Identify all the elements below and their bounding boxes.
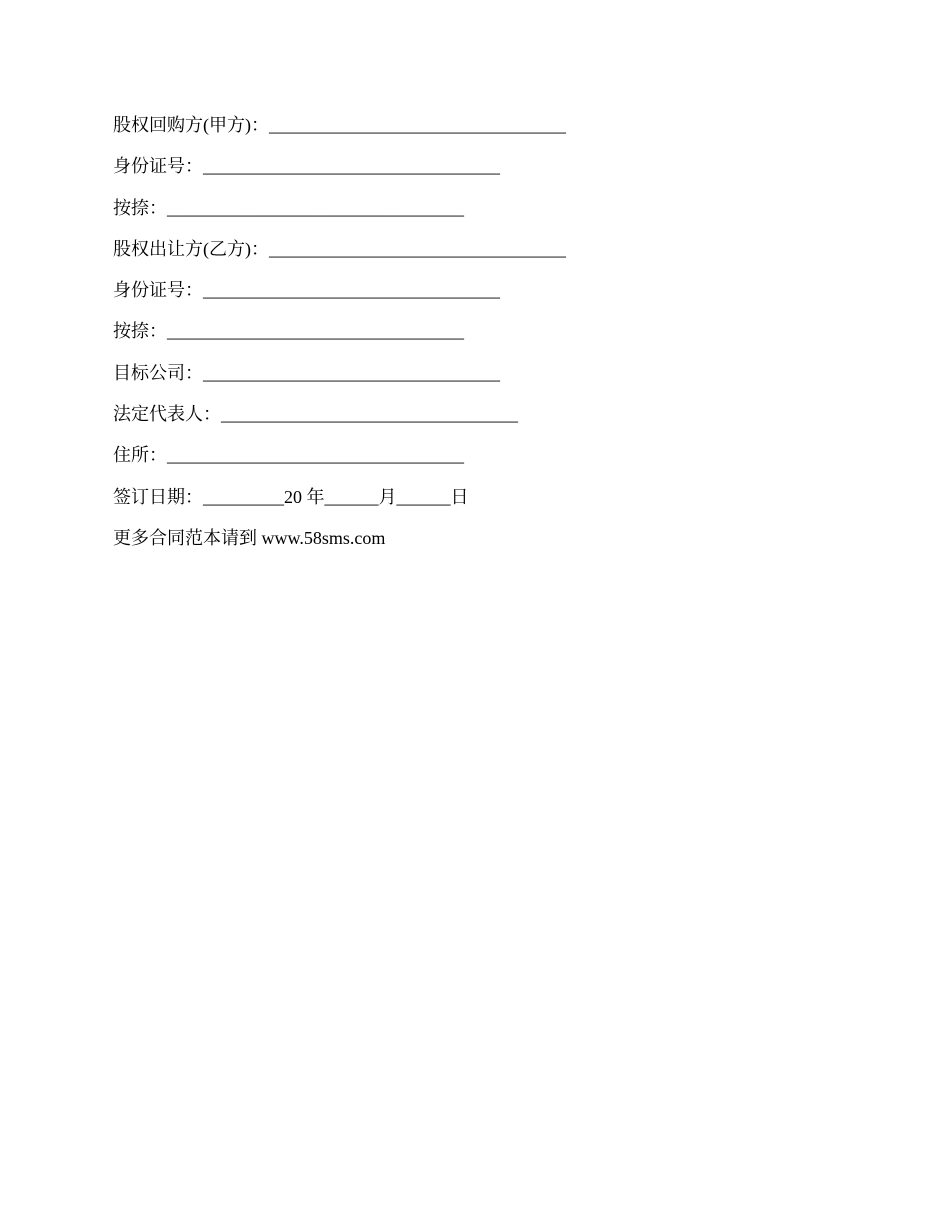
representative-blank[interactable]: _________________________________ xyxy=(221,404,518,425)
field-row-buyer xyxy=(113,112,853,153)
signing-date-row xyxy=(113,484,853,525)
company-blank[interactable]: _________________________________ xyxy=(203,362,500,383)
field-label: 按捺： xyxy=(113,197,167,218)
month-blank[interactable]: ______ xyxy=(324,486,379,507)
field-label: 住所： xyxy=(113,445,167,466)
field-row-buyer-id xyxy=(113,153,853,194)
field-row-legal-representative xyxy=(113,401,853,442)
day-unit: 日 xyxy=(450,486,469,507)
footer-link[interactable]: www.58sms.com xyxy=(261,527,386,548)
signature-blank[interactable]: _________________________________ xyxy=(269,115,566,135)
footer-note xyxy=(113,525,853,566)
field-label: 按捺： xyxy=(113,321,167,342)
signing-date-blank[interactable]: _________ xyxy=(203,486,284,507)
field-row-seller-fingerprint xyxy=(113,318,853,359)
month-unit: 月 xyxy=(378,486,397,507)
field-label: 身份证号： xyxy=(113,280,203,301)
id-number-blank[interactable]: _________________________________ xyxy=(203,156,500,177)
signing-date-label: 签订日期： xyxy=(113,486,203,507)
field-label: 目标公司： xyxy=(113,362,203,383)
fingerprint-blank[interactable]: _________________________________ xyxy=(167,321,464,342)
signature-blank[interactable]: _________________________________ xyxy=(269,238,566,259)
fingerprint-blank[interactable]: _________________________________ xyxy=(167,197,464,218)
field-label: 股权回购方(甲方)： xyxy=(113,115,269,135)
address-blank[interactable]: _________________________________ xyxy=(167,445,464,466)
field-label: 身份证号： xyxy=(113,156,203,177)
field-row-buyer-fingerprint xyxy=(113,195,853,236)
signature-section xyxy=(113,112,853,566)
day-blank[interactable]: ______ xyxy=(396,486,451,507)
field-label: 法定代表人： xyxy=(113,404,221,425)
footer-text: 更多合同范本请到 xyxy=(113,527,257,548)
field-row-seller-id xyxy=(113,277,853,318)
field-row-address xyxy=(113,442,853,483)
field-label: 股权出让方(乙方)： xyxy=(113,238,269,259)
field-row-target-company xyxy=(113,360,853,401)
year-unit: 年 xyxy=(306,486,325,507)
id-number-blank[interactable]: _________________________________ xyxy=(203,280,500,301)
year-prefix: 20 xyxy=(284,486,302,507)
field-row-seller xyxy=(113,236,853,277)
